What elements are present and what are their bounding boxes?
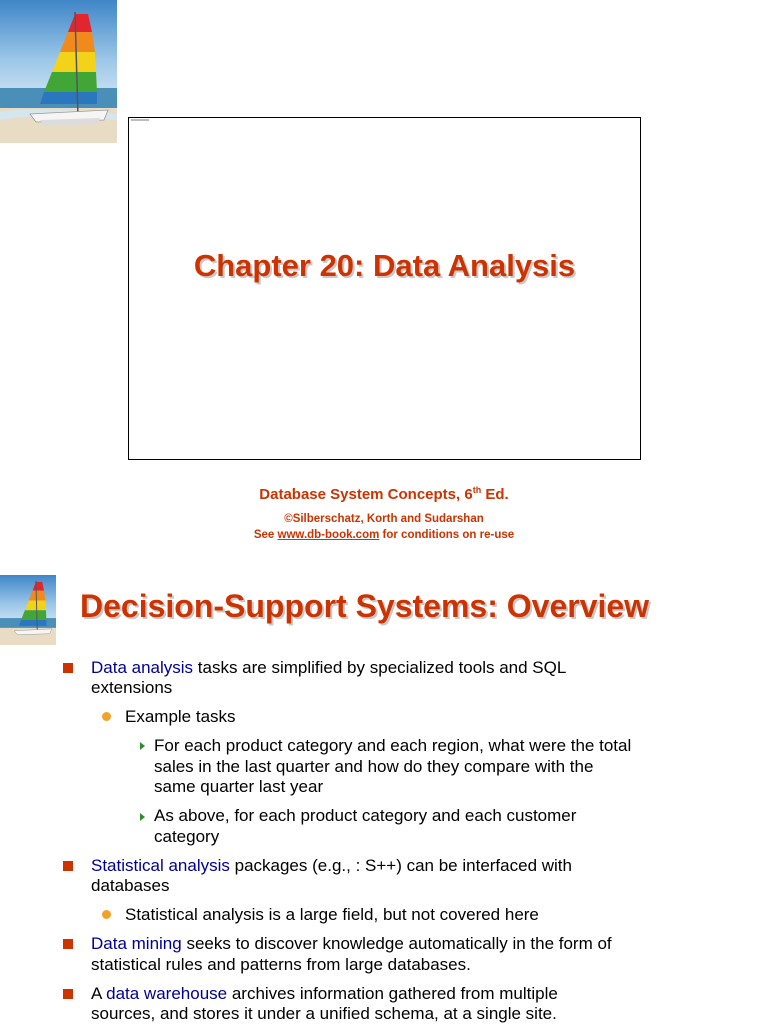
square-bullet-icon [63, 939, 73, 949]
list-item [91, 934, 612, 954]
copyright-line: ©Silberschatz, Korth and Sudarshan [284, 513, 484, 525]
list-item-continuation: statistical rules and patterns from large databases. [91, 955, 471, 974]
book-title-suffix: Ed. [481, 486, 509, 503]
arrow-bullet-icon [140, 742, 145, 750]
item-text: archives information gathered from multiple [227, 984, 558, 1003]
keyword: Data analysis [91, 658, 194, 677]
square-bullet-icon [63, 861, 73, 871]
square-bullet-icon [63, 989, 73, 999]
item-text: seeks to discover knowledge automatically in the form of [181, 934, 612, 953]
list-item-continuation: sales in the last quarter and how do they compare with the [154, 757, 594, 776]
dot-bullet-icon [102, 910, 111, 919]
list-item: Statistical analysis is a large field, but not covered here [125, 905, 539, 924]
sailboat-image [0, 0, 117, 143]
keyword: Statistical analysis [91, 856, 230, 875]
reuse-suffix: for conditions on re-use [379, 529, 515, 541]
sailboat-image [0, 575, 56, 645]
item-text: packages (e.g., : S++) can be interfaced with [229, 856, 572, 875]
db-book-link[interactable]: www.db-book.com [277, 529, 380, 541]
arrow-bullet-icon [140, 813, 145, 821]
list-item-continuation: same quarter last year [154, 777, 324, 796]
slide-mark [131, 119, 149, 121]
list-item [91, 658, 566, 678]
book-title-edition-sup: th [472, 485, 482, 495]
item-text: A [91, 984, 107, 1003]
slide-title: Decision-Support Systems: Overview [80, 588, 650, 624]
list-item: Example tasks [125, 707, 236, 726]
list-item: For each product category and each region, what were the total [154, 736, 632, 755]
list-item-continuation: extensions [91, 678, 173, 697]
chapter-title: Chapter 20: Data Analysis [193, 248, 576, 283]
book-title [0, 486, 768, 503]
title-slide-frame [128, 117, 641, 460]
list-item-continuation: sources, and stores it under a unified schema, at a single site. [91, 1004, 557, 1023]
square-bullet-icon [63, 663, 73, 673]
item-text: tasks are simplified by specialized tools and SQL [193, 658, 567, 677]
keyword: data warehouse [106, 984, 228, 1003]
list-item [91, 856, 572, 876]
keyword: Data mining [91, 934, 182, 953]
reuse-prefix: See [253, 529, 278, 541]
list-item [91, 984, 558, 1004]
list-item-continuation: category [154, 827, 220, 846]
dot-bullet-icon [102, 712, 111, 721]
list-item: As above, for each product category and each customer [154, 806, 577, 825]
book-title-text: Database System Concepts, 6 [259, 486, 473, 503]
reuse-line [0, 529, 768, 541]
list-item-continuation: databases [91, 876, 170, 895]
